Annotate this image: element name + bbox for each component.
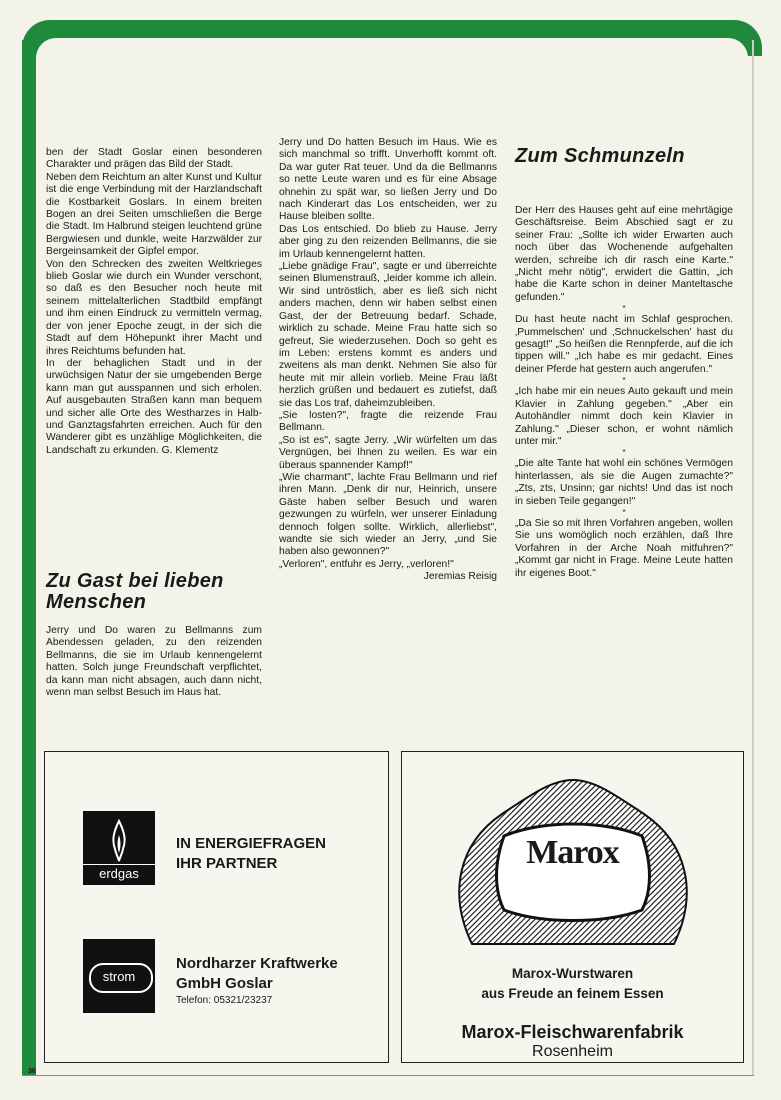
separator-star: * <box>622 304 626 314</box>
paragraph: „Sie losten?", fragte die reizende Frau Bellmann. <box>279 409 497 434</box>
page-number: 36 <box>28 1068 36 1075</box>
column-jokes <box>515 205 733 580</box>
page-bottom-rule <box>22 1075 754 1076</box>
slogan-line: IHR PARTNER <box>176 855 278 872</box>
joke: „Die alte Tante hat wohl ein schönes Vermögen hinterlassen, als sie die Augen zumachte?" „Zts, zts, Unsinn; gar nichts! Und das ist noch in sieben Teile gegangen!" <box>515 458 733 507</box>
separator-star: * <box>622 507 626 517</box>
marox-city: Rosenheim <box>532 1043 613 1060</box>
paragraph: ben der Stadt Goslar einen besonderen Charakter und prägen das Bild der Stadt. <box>46 147 262 171</box>
strom-label: strom <box>102 969 136 984</box>
column-story <box>279 137 497 584</box>
slogan-line: IN ENERGIEFRAGEN <box>176 835 327 852</box>
erdgas-label: erdgas <box>83 864 155 881</box>
ad-marox <box>401 751 744 1063</box>
separator-star: * <box>622 376 626 386</box>
paragraph: Von den Schrecken des zweiten Weltkrieges blieb Goslar wie durch ein Wunder verschont, so daß es den Besucher noch heute mit seinem mittelalterlichen Stadtbild empfängt und ihm einen Eindruck zu vermitteln vermag, der von jener Epoche zeugt, in der sich die Stadt auf dem Höhepunkt ihrer Macht und ihres Reichtums befunden hat. <box>46 258 262 357</box>
marox-brand: Marox <box>526 834 619 871</box>
erdgas-logo <box>83 811 155 885</box>
ad-slogan <box>176 834 326 874</box>
company-line: GmbH Goslar <box>176 975 273 992</box>
gast-intro: Jerry und Do waren zu Bellmanns zum Abendessen geladen, zu den reizenden Bellmanns, die sie im Urlaub kennengelernt hatten. Solch junge Freundschaft verpflichtet, da kann man nicht absagen, auch dann nicht, wenn man selbst Besuch im Haus hat. <box>46 625 262 699</box>
paragraph: Neben dem Reichtum an alter Kunst und Kultur ist die enge Verbindung mit der Harzlandschaft die Kostbarkeit Goslars. In einem breiten Bogen an drei Seiten umschließen die Berge die Stadt. Im Halbrund steigen leuchtend grüne Bergwiesen und dunkle, weite Harzwälder zur Bergeinsamkeit der Gipfel empor. <box>46 171 262 258</box>
paragraph: „Verloren", entfuhr es Jerry, „verloren!" <box>279 558 454 570</box>
article-gast <box>46 571 262 699</box>
paragraph: In der behaglichen Stadt und in der urwüchsigen Natur der sie umgebenden Berge kann man gut ausspannen und sich erholen. Auf ausgebauten Straßen kann man bequem und sicher alle Orte des Westharzes in Halb- und Ganztagsfahrten erreichen. Auch für den Wanderer gibt es unzählige Möglichkeiten, die Landschaft zu erkunden. G. Klementz <box>46 357 262 456</box>
ad-company <box>176 954 338 994</box>
paragraph: „So ist es", sagte Jerry. „Wir würfelten um das Vergnügen, bei Ihnen zu weilen. Es war ein überaus spannender Kampf!" <box>279 434 497 471</box>
headline-schmunzeln: Zum Schmunzeln <box>515 145 685 167</box>
ad-energie <box>44 751 389 1063</box>
joke: Der Herr des Hauses geht auf eine mehrtägige Geschäftsreise. Beim Abschied sagt er zu seiner Frau: „Sollte ich wider Erwarten auch noch über das Wochenende aufgehalten werden, schreibe ich dir rasch eine Karte." „Nicht mehr nötig", erwidert die Gattin, „ich habe die Karte schon in deiner Manteltasche gefunden." <box>515 205 733 303</box>
author-signature: Jeremias Reisig <box>423 571 497 583</box>
marox-slogan: aus Freude an feinem Essen <box>481 986 664 1001</box>
paragraph: Das Los entschied. Do blieb zu Hause. Jerry aber ging zu den reizenden Bellmanns, die sie im Urlaub kennengelernt hatten. <box>279 223 497 260</box>
column-goslar <box>46 147 262 457</box>
company-line: Nordharzer Kraftwerke <box>176 955 338 972</box>
marox-company: Marox-Fleischwarenfabrik <box>461 1022 684 1042</box>
headline-gast: Zu Gast bei lieben Menschen <box>46 570 224 613</box>
flame-icon <box>109 819 129 863</box>
paragraph: „Liebe gnädige Frau", sagte er und überreichte seinen Blumenstrauß, „leider komme ich allein. Wir sind untröstlich, aber es ließ sich nicht anders machen, denn wir haben selbst einen Gast, der der Betreuung bedarf. Schade, wirklich zu schade. Meine Frau hatte sich so gefreut, Sie wiederzusehen. Doch so geht es im Leben: erstens kommt es anders und zweitens als man denkt. Nehmen Sie also für heute mit mir allein vorlieb. Meine Frau läßt herzlich grüßen und bedauert es zutiefst, daß sie das Los traf, daheimzubleiben. <box>279 261 497 409</box>
page-frame-inner <box>36 38 748 78</box>
paragraph: „Wie charmant", lachte Frau Bellmann und rief ihren Mann. „Denk dir nur, Heinrich, unsere Gäste haben selber Besuch und waren gezwungen zu würfeln, wer unserer Einladung dennoch folgen sollte. Wirklich, allerliebst", wandte sie sich wieder an Jerry, „und Sie haben also gewonnen?" <box>279 471 497 558</box>
marox-product: Marox-Wurstwaren <box>511 966 634 981</box>
strom-logo <box>83 939 155 1013</box>
separator-star: * <box>622 448 626 458</box>
page-frame-left <box>22 40 36 1075</box>
phone-number: Telefon: 05321/23237 <box>176 995 273 1006</box>
paragraph: Jerry und Do hatten Besuch im Haus. Wie es sich manchmal so trifft. Unverhofft kommt oft. Da war guter Rat teuer. Und da die Bellmanns so nette Leute waren und es für eine Absage ohnehin zu spät war, so ließen Jerry und Do nach Kinderart das Los entscheiden, wer zu Hause bleiben sollte. <box>279 137 497 223</box>
page-frame-right <box>752 40 754 1075</box>
joke: Du hast heute nacht im Schlaf gesprochen. ‚Pummelschen' und ‚Schnuckelschen' hast du gesagt!" „So heißen die Rennpferde, auf die ich tippen will." „Ich habe es mir gedacht. Eines deiner Pferde hat gestern auch angerufen." <box>515 314 733 375</box>
joke: „Da Sie so mit Ihren Vorfahren angeben, wollen Sie uns womöglich noch erzählen, daß Ihre Vorfahren in der Arche Noah mitfuhren?" „Kommt gar nicht in Frage. Meine Leute hatten ihr eigenes Boot." <box>515 517 733 579</box>
joke: „Ich habe mir ein neues Auto gekauft und mein Klavier in Zahlung gegeben." „Aber ein Autohändler nimmt doch kein Klavier in Zahlung." „Dieser schon, er wohnt nämlich unter mir." <box>515 386 733 447</box>
